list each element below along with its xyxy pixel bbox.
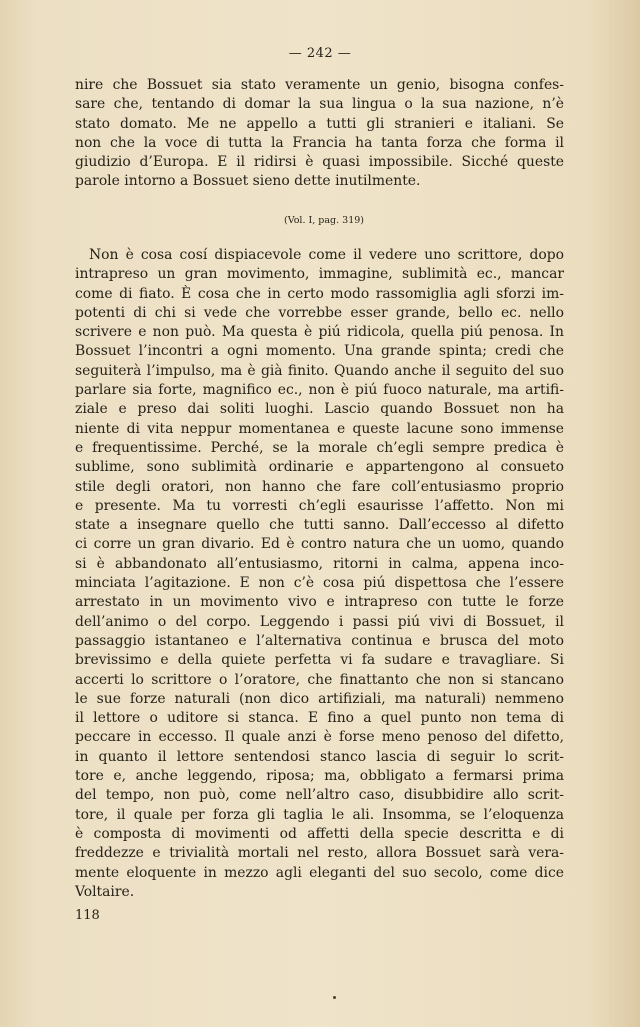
paper-speck xyxy=(333,996,336,999)
text-line: freddezze e trivialità mortali nel resto, allora Bossuet sarà vera- xyxy=(75,845,564,862)
text-line: tore e, anche leggendo, riposa; ma, obbligato a fermarsi prima xyxy=(75,768,564,785)
text-line: seguiterà l’impulso, ma è già finito. Quando anche il seguito del suo xyxy=(75,362,564,379)
paragraph-2 xyxy=(75,246,564,902)
text-line: niente di vita neppur momentanea e queste lacune sono immense xyxy=(75,420,564,437)
paragraph-1 xyxy=(75,76,564,192)
text-line: scrivere e non può. Ma questa è piú ridicola, quella piú penosa. In xyxy=(75,324,564,341)
text-line: ci corre un gran divario. Ed è contro natura che un uomo, quando xyxy=(75,536,564,553)
text-line: sublime, sono sublimità ordinarie e appartengono al consueto xyxy=(75,459,564,476)
text-line: come di fiato. È cosa che in certo modo rassomiglia agli sforzi im- xyxy=(75,285,564,302)
text-line: e frequentissime. Perché, se la morale ch’egli sempre predica è xyxy=(75,439,564,456)
text-line: mente eloquente in mezzo agli eleganti del suo secolo, come dice xyxy=(75,864,564,881)
text-line: sare che, tentando di domar la sua lingua o la sua nazione, n’è xyxy=(75,96,564,113)
text-line: stato domato. Me ne appello a tutti gli stranieri e italiani. Se xyxy=(75,115,564,132)
text-line: e presente. Ma tu vorresti ch’egli esaurisse l’affetto. Non mi xyxy=(75,497,564,514)
text-line: del tempo, non può, come nell’altro caso, disubbidire allo scrit- xyxy=(75,787,564,804)
text-line: giudizio d’Europa. E il ridirsi è quasi impossibile. Sicché queste xyxy=(75,154,564,171)
citation: (Vol. I, pag. 319) xyxy=(284,215,364,226)
text-line: il lettore o uditore si stanca. E fino a quel punto non tema di xyxy=(75,710,564,727)
text-line: state a insegnare quello che tutti sanno. Dall’eccesso al difetto xyxy=(75,517,564,534)
text-line: in quanto il lettore sentendosi stanco lascia di seguir lo scrit- xyxy=(75,748,564,765)
text-line: ziale e preso dai soliti luoghi. Lascio quando Bossuet non ha xyxy=(75,401,564,418)
text-line: dell’animo o del corpo. Leggendo i passi piú vivi di Bossuet, il xyxy=(75,613,564,630)
text-line: stile degli oratori, non hanno che fare coll’entusiasmo proprio xyxy=(75,478,564,495)
text-line: minciata l’agitazione. E non c’è cosa piú dispettosa che l’essere xyxy=(75,575,564,592)
text-line: passaggio istantaneo e l’alternativa continua e brusca del moto xyxy=(75,632,564,649)
text-line: si è abbandonato all’entusiasmo, ritorni in calma, appena inco- xyxy=(75,555,564,572)
text-line: parole intorno a Bossuet sieno dette inutilmente. xyxy=(75,173,421,190)
text-line: intrapreso un gran movimento, immagine, sublimità ec., mancar xyxy=(75,266,564,283)
text-line: peccare in eccesso. Il quale anzi è forse meno penoso del difetto, xyxy=(75,729,564,746)
page-header: — 242 — xyxy=(288,46,352,61)
text-line: parlare sia forte, magnifico ec., non è piú fuoco naturale, ma artifi- xyxy=(75,382,564,399)
text-line: Non è cosa cosí dispiacevole come il vedere uno scrittore, dopo xyxy=(89,247,564,263)
text-line: Bossuet l’incontri a ogni momento. Una grande spinta; credi che xyxy=(75,343,564,360)
text-line: le sue forze naturali (non dico artifiziali, ma naturali) nemmeno xyxy=(75,690,564,707)
page-number: 118 xyxy=(75,908,100,923)
text-line: nire che Bossuet sia stato veramente un genio, bisogna confes- xyxy=(75,77,564,93)
text-line: non che la voce di tutta la Francia ha tanta forza che forma il xyxy=(75,134,564,151)
text-line: brevissimo e della quiete perfetta vi fa sudare e travagliare. Si xyxy=(75,652,564,669)
text-line: è composta di movimenti od affetti della specie descritta e di xyxy=(75,825,564,842)
text-line: potenti di chi si vede che vorrebbe esser grande, bello ec. nello xyxy=(75,304,564,321)
text-line: Voltaire. xyxy=(75,883,135,900)
text-line: tore, il quale per forza gli taglia le ali. Insomma, se l’eloquenza xyxy=(75,806,564,823)
text-line: arrestato in un movimento vivo e intrapreso con tutte le forze xyxy=(75,594,564,611)
text-line: accerti lo scrittore o l’oratore, che finattanto che non si stancano xyxy=(75,671,564,688)
